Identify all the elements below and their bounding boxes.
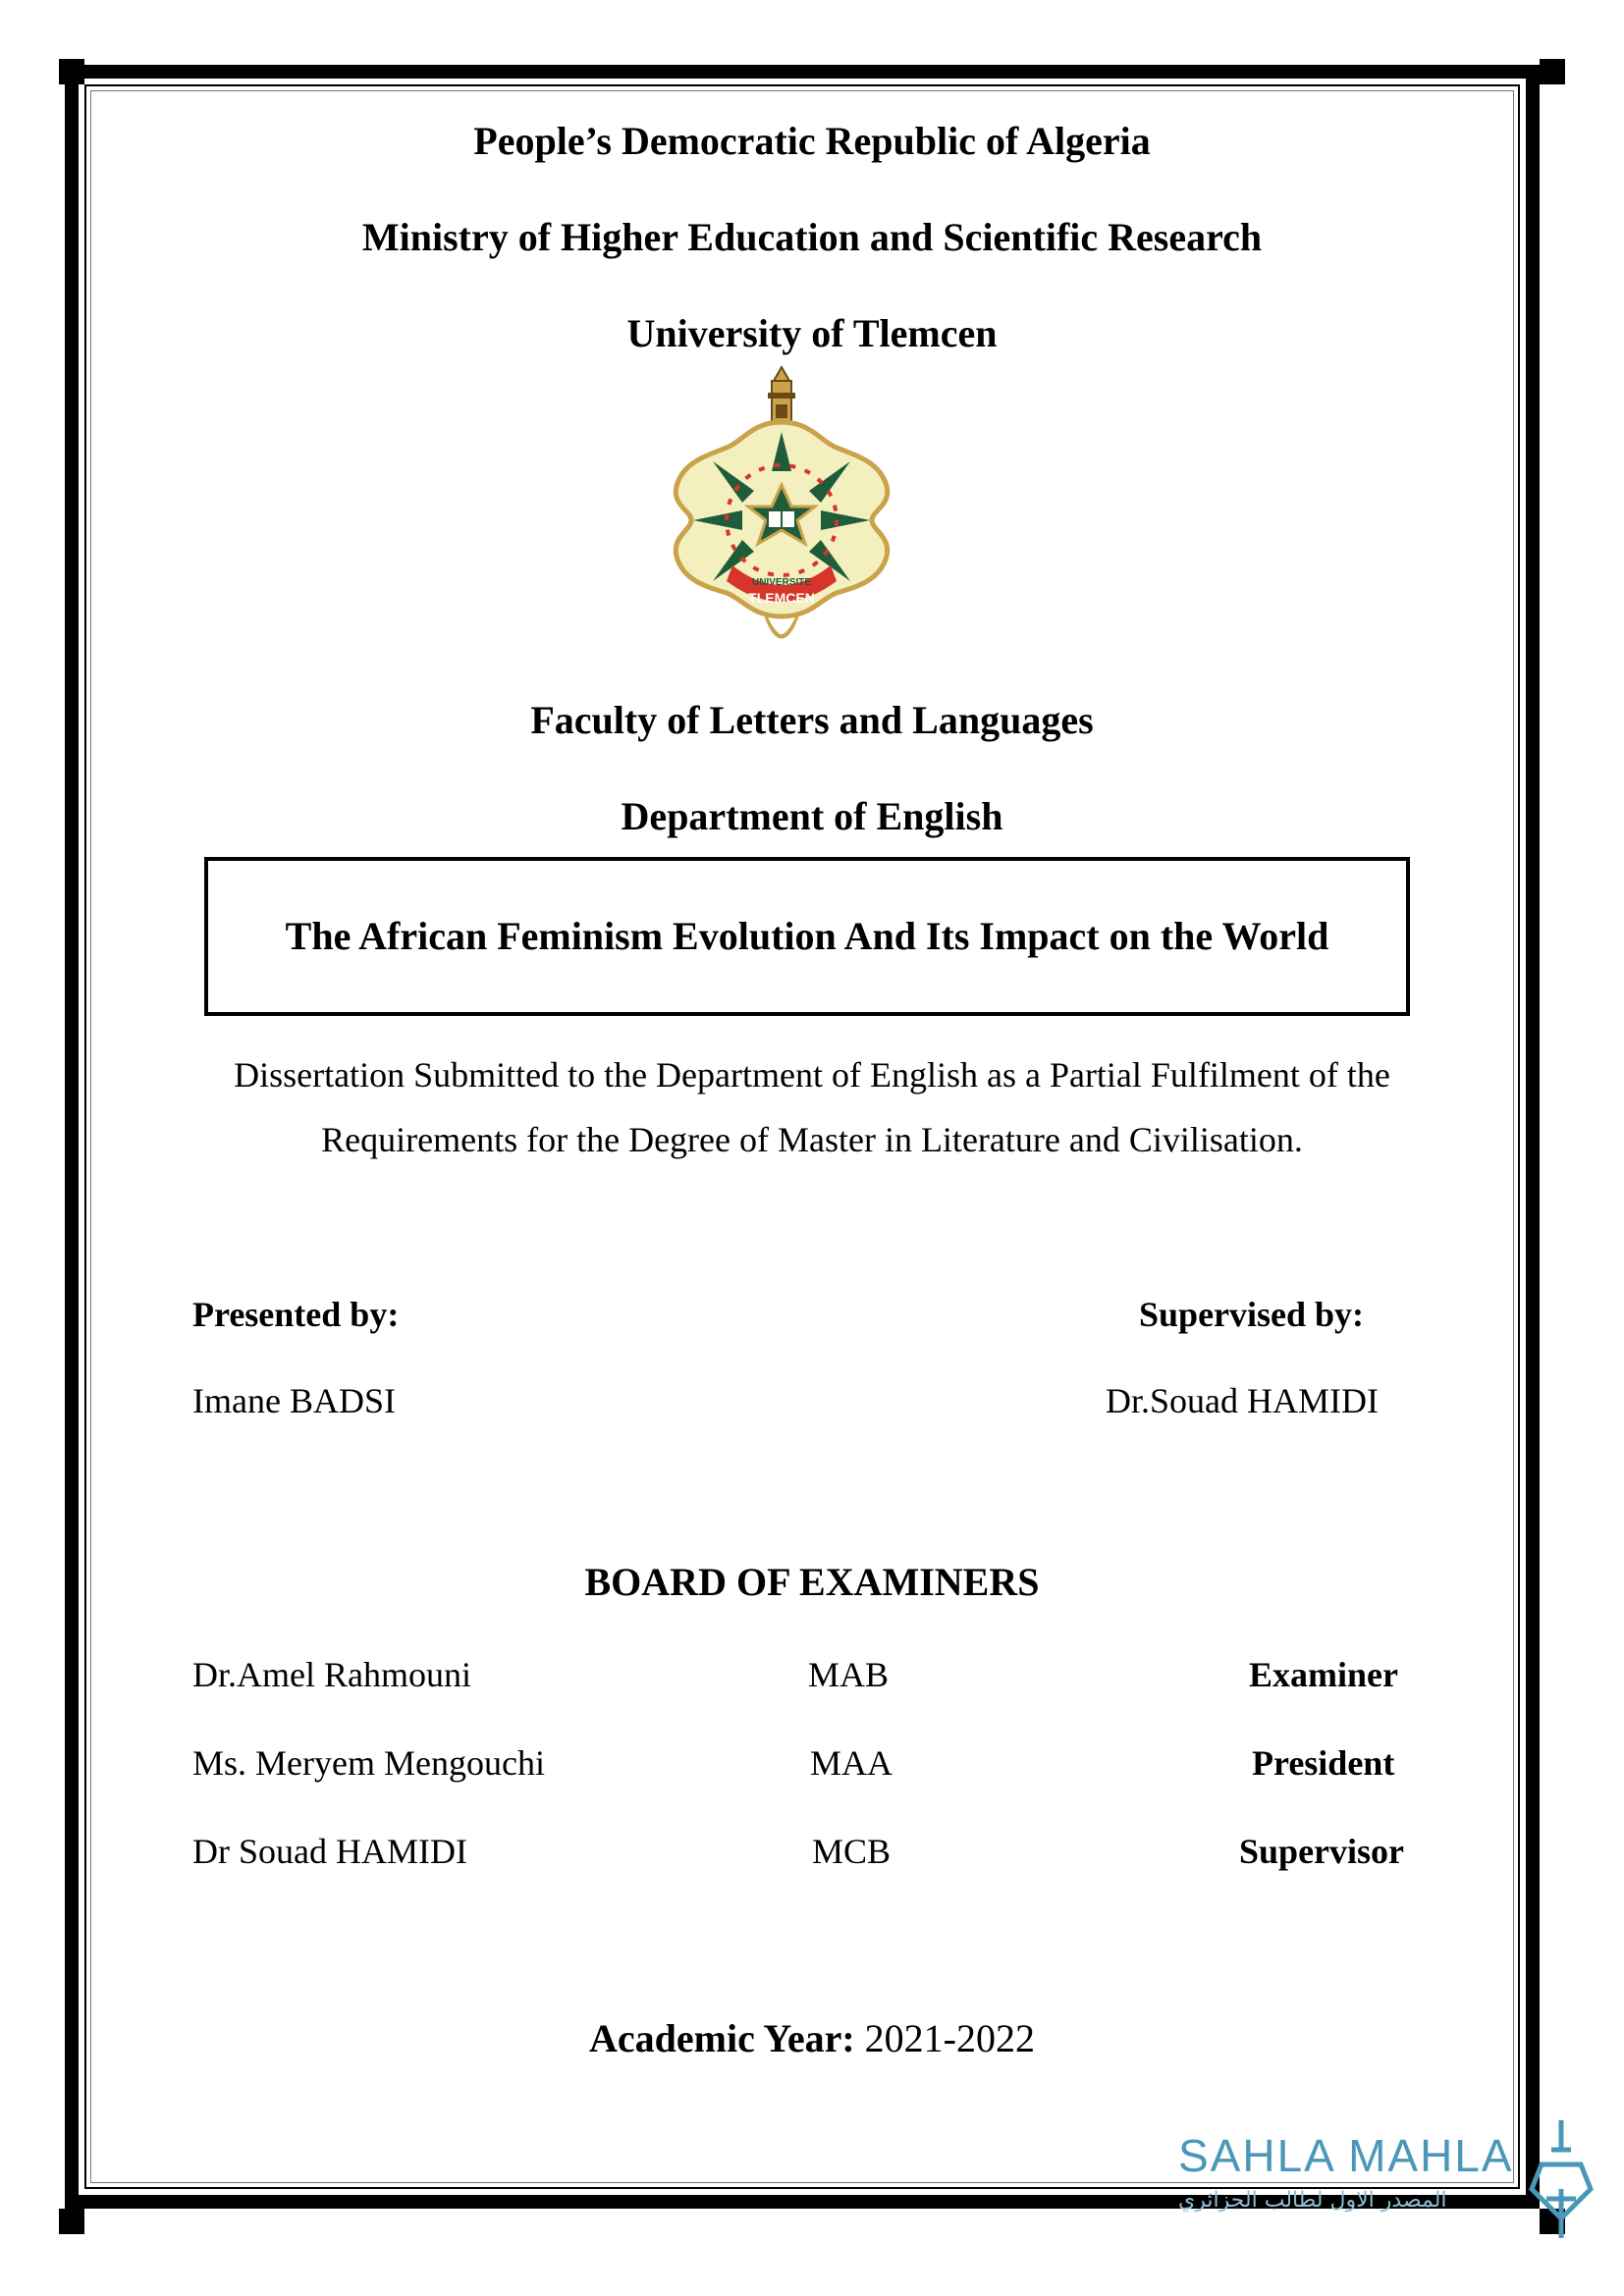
border-corner-top-right [1540, 59, 1565, 84]
presented-by-label: Presented by: [192, 1295, 400, 1334]
calligraphy-logo-icon [1532, 2120, 1591, 2238]
board-heading: BOARD OF EXAMINERS [584, 1560, 1040, 1604]
faculty-heading: Faculty of Letters and Languages [530, 698, 1094, 742]
watermark-tagline: المصدر الاول لطالب الجزائري [1178, 2188, 1447, 2213]
supervisor-name: Dr.Souad HAMIDI [1106, 1381, 1379, 1420]
university-heading: University of Tlemcen [626, 311, 998, 355]
member-name: Dr.Amel Rahmouni [192, 1655, 471, 1694]
member-grade: MCB [812, 1832, 892, 1871]
member-role: Supervisor [1239, 1832, 1405, 1871]
academic-year [0, 2015, 1624, 2061]
sahla-mahla-watermark [1168, 2110, 1615, 2248]
academic-year-label: Academic Year: [589, 2016, 855, 2060]
dissertation-statement [147, 1042, 1477, 1172]
member-name: Dr Souad HAMIDI [192, 1832, 467, 1871]
university-emblem [664, 363, 899, 658]
academic-year-value: 2021-2022 [864, 2016, 1035, 2060]
member-grade: MAB [808, 1655, 890, 1694]
dissertation-title: The African Feminism Evolution And Its Impact on the World [285, 914, 1329, 958]
dissertation-line-1: Dissertation Submitted to the Department of English as a Partial Fulfilment of the [234, 1055, 1390, 1095]
watermark-brand: SAHLA MAHLA [1178, 2130, 1514, 2181]
supervised-by-label: Supervised by: [1139, 1295, 1365, 1334]
member-role: President [1252, 1743, 1395, 1783]
border-corner-bottom-left [59, 2209, 84, 2234]
member-name: Ms. Meryem Mengouchi [192, 1743, 545, 1783]
department-heading: Department of English [621, 794, 1003, 838]
member-grade: MAA [810, 1743, 893, 1783]
ministry-heading: Ministry of Higher Education and Scientific Research [361, 215, 1263, 259]
emblem-arc-text: UNIVERSITE [751, 577, 812, 588]
border-corner-top-left [59, 59, 84, 84]
dissertation-line-2: Requirements for the Degree of Master in Literature and Civilisation. [321, 1120, 1303, 1159]
republic-heading: People’s Democratic Republic of Algeria [473, 119, 1151, 163]
member-role: Examiner [1249, 1655, 1398, 1694]
minaret-icon [768, 367, 795, 428]
dissertation-title-box [204, 857, 1410, 1016]
emblem-city-text: TLEMCEN [748, 590, 815, 606]
presenter-name: Imane BADSI [192, 1381, 396, 1420]
